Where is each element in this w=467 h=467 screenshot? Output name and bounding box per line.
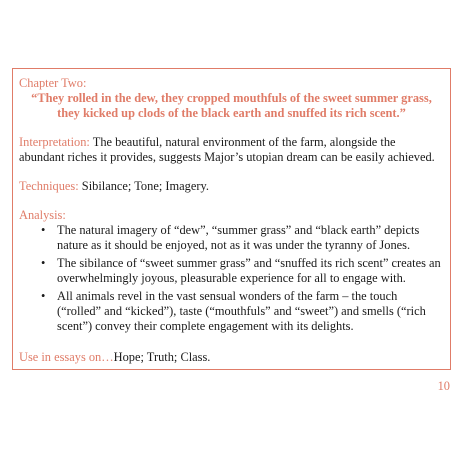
analysis-point-text: The sibilance of “sweet summer grass” and “snuffed its rich scent” creates an overwhelmingly joyous, pleasurable experience for all to engage with.: [57, 256, 441, 285]
techniques-text: Sibilance; Tone; Imagery.: [78, 179, 209, 193]
analysis-point-text: All animals revel in the vast sensual wonders of the farm – the touch (“rolled” and “kicked”), taste (“mouthfuls” and “sweet”) and smells (“rich scent”) convey their complete engagement with its delights.: [57, 289, 426, 333]
analysis-label: Analysis:: [19, 208, 66, 222]
techniques-label: Techniques:: [19, 179, 79, 193]
analysis-point: [19, 289, 444, 334]
chapter-title: Chapter Two:: [19, 76, 87, 90]
use-in-essays-label: Use in essays on…: [19, 350, 114, 364]
use-in-essays-text: Hope; Truth; Class.: [113, 350, 211, 364]
analysis-list: [19, 223, 444, 334]
analysis-point-text: The natural imagery of “dew”, “summer grass” and “black earth” depicts nature as it should be enjoyed, not as it was under the tyranny of Jones.: [57, 223, 420, 252]
bullet-icon: •: [41, 289, 46, 303]
quote-line-1: “They rolled in the dew, they cropped mouthfuls of the sweet summer grass,: [31, 91, 432, 105]
analysis-point: [19, 256, 444, 286]
interpretation-label: Interpretation:: [19, 135, 90, 149]
techniques-paragraph: [19, 179, 444, 194]
bullet-icon: •: [41, 223, 46, 237]
bullet-icon: •: [41, 256, 46, 270]
revision-card: [12, 68, 451, 370]
interpretation-text: The beautiful, natural environment of the farm, alongside the abundant riches it provides, suggests Major’s utopian dream can be easily achieved.: [19, 135, 435, 164]
use-in-essays-paragraph: [19, 350, 444, 365]
quote-line-2: they kicked up clods of the black earth and snuffed its rich scent.”: [57, 106, 406, 120]
interpretation-paragraph: [19, 135, 444, 165]
analysis-point: [19, 223, 444, 253]
page-number: 10: [437, 379, 450, 393]
